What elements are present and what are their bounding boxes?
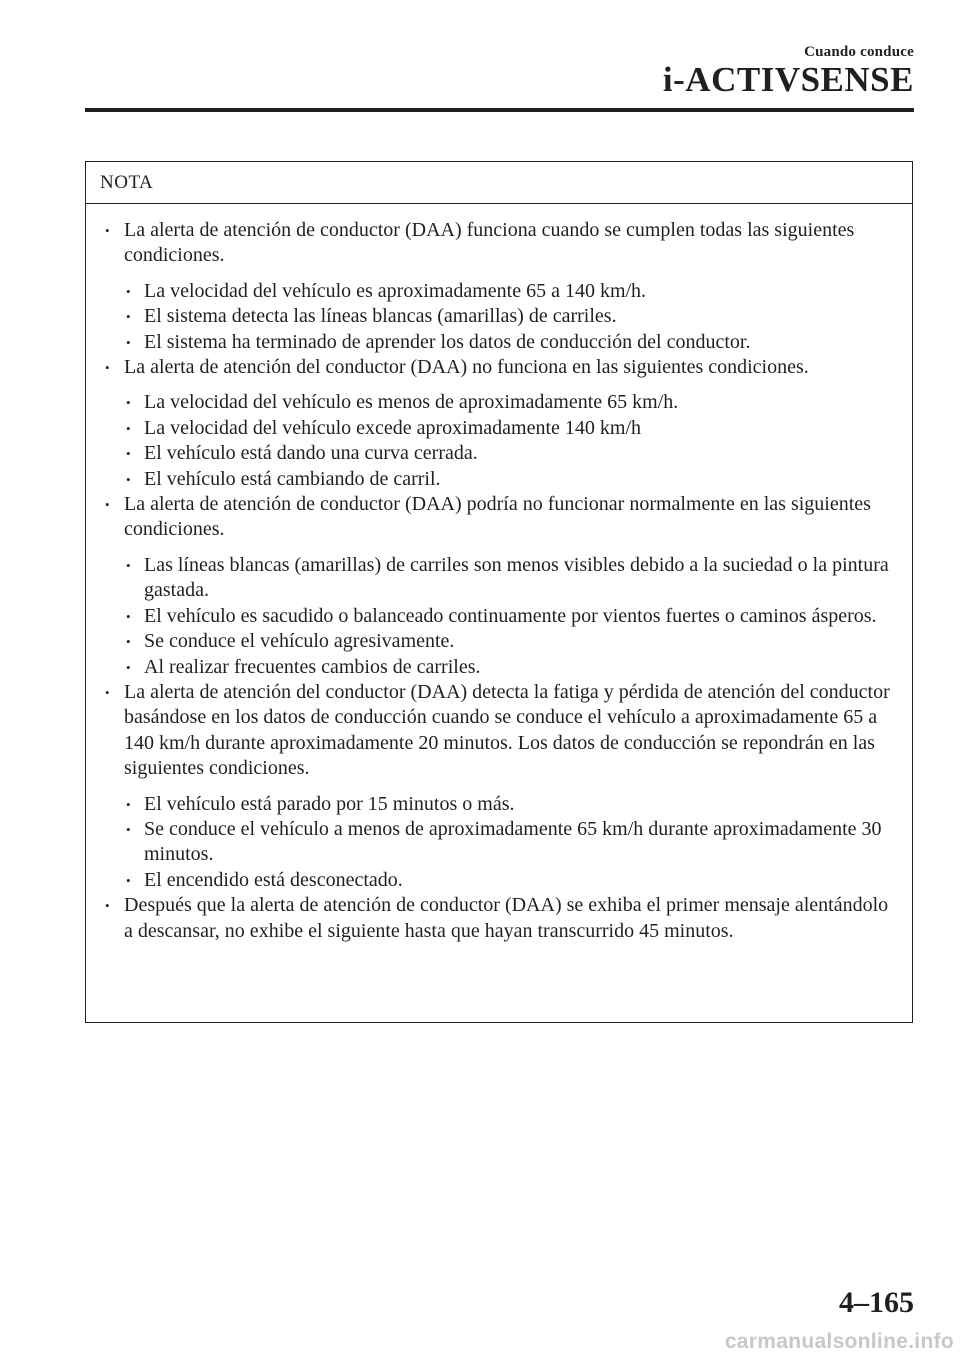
sub-item: • El vehículo está cambiando de carril. bbox=[86, 467, 912, 492]
sub-list bbox=[86, 553, 912, 680]
note-item: • Después que la alerta de atención de conductor (DAA) se exhiba el primer mensaje alentándolo a descansar, no exhibe el siguiente hasta que hayan transcurrido 45 minutos. bbox=[86, 893, 912, 944]
sub-item: • El vehículo está parado por 15 minutos o más. bbox=[86, 792, 912, 817]
sub-item: • La velocidad del vehículo excede aproximadamente 140 km/h bbox=[86, 416, 912, 441]
sub-item: • El sistema ha terminado de aprender los datos de conducción del conductor. bbox=[86, 330, 912, 355]
sub-item: • La velocidad del vehículo es aproximadamente 65 a 140 km/h. bbox=[86, 279, 912, 304]
note-content bbox=[86, 218, 912, 944]
sub-list bbox=[86, 792, 912, 894]
sub-item: • El vehículo está dando una curva cerrada. bbox=[86, 441, 912, 466]
note-box bbox=[85, 161, 913, 1023]
note-item: • La alerta de atención del conductor (DAA) no funciona en las siguientes condiciones. bbox=[86, 355, 912, 380]
chapter-title: i-ACTIVSENSE bbox=[662, 60, 914, 99]
header-rule bbox=[85, 108, 914, 112]
note-item: • La alerta de atención de conductor (DAA) podría no funcionar normalmente en las siguientes condiciones. bbox=[86, 492, 912, 543]
sub-item: • Se conduce el vehículo agresivamente. bbox=[86, 629, 912, 654]
note-item: • La alerta de atención del conductor (DAA) detecta la fatiga y pérdida de atención del conductor basándose en los datos de conducción cuando se conduce el vehículo a aproximadamente 65 a 140 km/h durante aproximadamente 20 minutos. Los datos de conducción se repondrán en las siguientes condiciones. bbox=[86, 680, 912, 782]
watermark: carmanualsonline.info bbox=[724, 1330, 954, 1353]
sub-item: • El sistema detecta las líneas blancas (amarillas) de carriles. bbox=[86, 304, 912, 329]
note-divider bbox=[86, 203, 912, 204]
sub-item: • Las líneas blancas (amarillas) de carriles son menos visibles debido a la suciedad o la pintura gastada. bbox=[86, 553, 912, 604]
page-number: 4–165 bbox=[839, 1286, 914, 1319]
sub-list bbox=[86, 279, 912, 355]
section-title: Cuando conduce bbox=[804, 44, 914, 60]
sub-item: • Al realizar frecuentes cambios de carriles. bbox=[86, 655, 912, 680]
sub-item: • El encendido está desconectado. bbox=[86, 868, 912, 893]
sub-item: • El vehículo es sacudido o balanceado continuamente por vientos fuertes o caminos ásperos. bbox=[86, 604, 912, 629]
sub-item: • La velocidad del vehículo es menos de aproximadamente 65 km/h. bbox=[86, 390, 912, 415]
note-title: NOTA bbox=[100, 172, 154, 193]
sub-list bbox=[86, 390, 912, 492]
sub-item: • Se conduce el vehículo a menos de aproximadamente 65 km/h durante aproximadamente 30 minutos. bbox=[86, 817, 912, 868]
note-item: • La alerta de atención de conductor (DAA) funciona cuando se cumplen todas las siguientes condiciones. bbox=[86, 218, 912, 269]
